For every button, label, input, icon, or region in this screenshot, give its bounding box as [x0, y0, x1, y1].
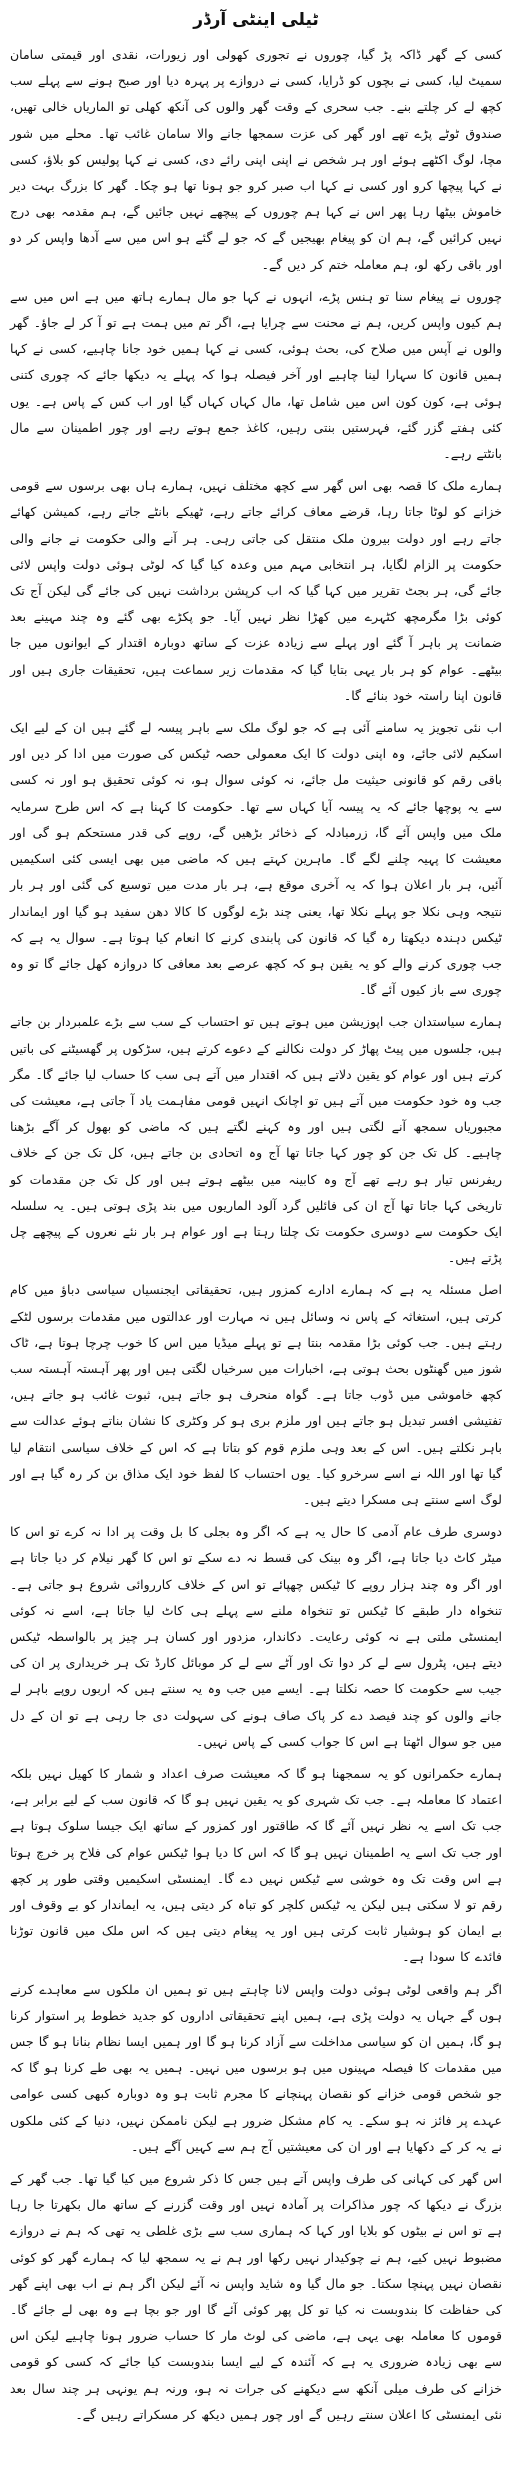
paragraph: اگر ہم واقعی لوٹی ہوئی دولت واپس لانا چاہتے ہیں تو ہمیں ان ملکوں سے معاہدے کرنے ہوں گے جہاں یہ دولت پڑی ہے، ہمیں اپنے تحقیقاتی اداروں کو جدید خطوط پر استوار کرنا ہو گا، ہمیں ان کو سیاسی مداخلت سے آزاد کرنا ہو گا اور ہمیں ایسا نظام بنانا ہو گا جس میں مقدمات کا فیصلہ مہینوں میں ہو برسوں میں نہیں۔ ہمیں یہ بھی طے کرنا ہو گا کہ جو شخص قومی خزانے کو نقصان پہنچانے کا مجرم ثابت ہو وہ دوبارہ کبھی کسی عوامی عہدے پر فائز نہ ہو سکے۔ یہ کام مشکل ضرور ہے لیکن ناممکن نہیں، دنیا کے کئی ملکوں نے یہ کر کے دکھایا ہے اور ان کی معیشتیں آج ہم سے کہیں آگے ہیں۔: [10, 1981, 502, 2154]
paragraph: چوروں نے پیغام سنا تو ہنس پڑے، انہوں نے کہا جو مال ہمارے ہاتھ میں ہے اس میں سے ہم کیوں واپس کریں، ہم نے محنت سے چرایا ہے، اگر تم میں ہمت ہے تو آ کر لے جاؤ۔ گھر والوں نے آپس میں صلاح کی، بحث ہوئی، کسی نے کہا ہمیں خود جانا چاہیے، کسی نے کہا ہمیں قانون کا سہارا لینا چاہیے اور آخر فیصلہ ہوا کہ پہلے یہ دیکھا جائے کہ چوری کتنی ہوئی ہے، کون کون اس میں شامل تھا، مال کہاں کہاں گیا اور اب کس کے پاس ہے۔ یوں کئی ہفتے گزر گئے، فہرستیں بنتی رہیں، کاغذ جمع ہوتے رہے اور چور اطمینان سے مال بانٹتے رہے۔: [10, 288, 502, 462]
paragraph: دوسری طرف عام آدمی کا حال یہ ہے کہ اگر وہ بجلی کا بل وقت پر ادا نہ کرے تو اس کا میٹر کاٹ دیا جاتا ہے، اگر وہ بینک کی قسط نہ دے سکے تو اس کا گھر نیلام کر دیا جاتا ہے اور اگر وہ چند ہزار روپے کا ٹیکس چھپائے تو اس کے خلاف کارروائی شروع ہو جاتی ہے۔ تنخواہ دار طبقے کا ٹیکس تو تنخواہ ملنے سے پہلے ہی کاٹ لیا جاتا ہے، اسے نہ کوئی ایمنسٹی ملتی ہے نہ کوئی رعایت۔ دکاندار، مزدور اور کسان ہر چیز پر بالواسطہ ٹیکس دیتے ہیں، پٹرول سے لے کر دوا تک اور آٹے سے لے کر موبائل کارڈ تک ہر خریداری پر ان کی جیب سے حکومت کا حصہ نکلتا ہے۔ ایسے میں جب وہ یہ سنتے ہیں کہ اربوں روپے باہر لے جانے والوں کو چند فیصد دے کر پاک صاف ہونے کی سہولت دی جا رہی ہے تو ان کے دل میں جو سوال اٹھتا ہے اس کا جواب کسی کے پاس نہیں۔: [10, 1524, 502, 1749]
paragraph: کسی کے گھر ڈاکہ پڑ گیا، چوروں نے تجوری کھولی اور زیورات، نقدی اور قیمتی سامان سمیٹ لیا، کسی نے بچوں کو ڈرایا، کسی نے دروازے پر پہرہ دیا اور صبح ہونے سے پہلے سب کچھ لے کر چلتے بنے۔ جب سحری کے وقت گھر والوں کی آنکھ کھلی تو الماریاں خالی تھیں، صندوق ٹوٹے پڑے تھے اور گھر کی عزت سمجھا جانے والا سامان غائب تھا۔ محلے میں شور مچا، لوگ اکٹھے ہوئے اور ہر شخص نے اپنی اپنی رائے دی، کسی نے کہا پولیس کو بلاؤ، کسی نے کہا پیچھا کرو اور کسی نے کہا اب صبر کرو جو ہونا تھا ہو چکا۔ گھر کا بزرگ بہت دیر خاموش بیٹھا رہا پھر اس نے کہا ہم چوروں کے پیچھے نہیں جائیں گے، ہم مقدمہ بھی درج نہیں کرائیں گے، ہم ان کو پیغام بھیجیں گے کہ جو لے گئے ہو اس میں سے آدھا واپس کر دو اور باقی رکھ لو، ہم معاملہ ختم کر دیں گے۔: [10, 47, 502, 272]
paragraph: اصل مسئلہ یہ ہے کہ ہمارے ادارے کمزور ہیں، تحقیقاتی ایجنسیاں سیاسی دباؤ میں کام کرتی ہیں، استغاثہ کے پاس نہ وسائل ہیں نہ مہارت اور عدالتوں میں مقدمات برسوں لٹکے رہتے ہیں۔ جب کوئی بڑا مقدمہ بنتا ہے تو پہلے میڈیا میں اس کا خوب چرچا ہوتا ہے، ٹاک شوز میں گھنٹوں بحث ہوتی ہے، اخبارات میں سرخیاں لگتی ہیں اور پھر آہستہ آہستہ سب کچھ خاموشی میں ڈوب جاتا ہے۔ گواہ منحرف ہو جاتے ہیں، ثبوت غائب ہو جاتے ہیں، تفتیشی افسر تبدیل ہو جاتے ہیں اور ملزم بری ہو کر وکٹری کا نشان بناتے ہوئے عدالت سے باہر نکلتے ہیں۔ اس کے بعد وہی ملزم قوم کو بتاتا ہے کہ اس کے خلاف سیاسی انتقام لیا گیا تھا اور اللہ نے اسے سرخرو کیا۔ یوں احتساب کا لفظ خود ایک مذاق بن کر رہ گیا ہے اور لوگ اسے سنتے ہی مسکرا دیتے ہیں۔: [10, 1282, 502, 1507]
paragraph: اس گھر کی کہانی کی طرف واپس آتے ہیں جس کا ذکر شروع میں کیا گیا تھا۔ جب گھر کے بزرگ نے دیکھا کہ چور مذاکرات پر آمادہ نہیں اور وقت گزرنے کے ساتھ مال بکھرتا جا رہا ہے تو اس نے بیٹوں کو بلایا اور کہا کہ ہماری سب سے بڑی غلطی یہ تھی کہ ہم نے دروازے مضبوط نہیں کیے، ہم نے چوکیدار نہیں رکھا اور ہم نے یہ سمجھ لیا کہ ہمارے گھر کو کوئی نقصان نہیں پہنچا سکتا۔ جو مال گیا وہ شاید واپس نہ آئے لیکن اگر ہم نے اب بھی اپنے گھر کی حفاظت کا بندوبست نہ کیا تو کل پھر کوئی آئے گا اور جو بچا ہے وہ بھی لے جائے گا۔ قوموں کا معاملہ بھی یہی ہے، ماضی کی لوٹ مار کا حساب ضرور ہونا چاہیے لیکن اس سے بھی زیادہ ضروری یہ ہے کہ آئندہ کے لیے ایسا بندوبست کیا جائے کہ کسی کو قومی خزانے کی طرف میلی آنکھ سے دیکھنے کی جرات نہ ہو، ورنہ ہم یونہی ہر چند سال بعد نئی ایمنسٹی کا اعلان سنتے رہیں گے اور چور ہمیں دیکھ کر مسکراتے رہیں گے۔: [10, 2171, 502, 2422]
paragraph: ہمارے حکمرانوں کو یہ سمجھنا ہو گا کہ معیشت صرف اعداد و شمار کا کھیل نہیں بلکہ اعتماد کا معاملہ ہے۔ جب تک شہری کو یہ یقین نہیں ہو گا کہ قانون سب کے لیے برابر ہے، جب تک اسے یہ نظر نہیں آئے گا کہ طاقتور اور کمزور کے ساتھ ایک جیسا سلوک ہوتا ہے اور جب تک اسے یہ اطمینان نہیں ہو گا کہ اس کا دیا ہوا ٹیکس عوام کی فلاح پر خرچ ہوتا ہے اس وقت تک وہ خوشی سے ٹیکس نہیں دے گا۔ ایمنسٹی اسکیمیں وقتی طور پر کچھ رقم تو لا سکتی ہیں لیکن یہ ٹیکس کلچر کو تباہ کر دیتی ہیں، یہ ایماندار کو بے وقوف اور بے ایمان کو ہوشیار ثابت کرتی ہیں اور یہ پیغام دیتی ہیں کہ اس ملک میں قانون توڑنا فائدے کا سودا ہے۔: [10, 1766, 502, 1965]
column-body: [10, 42, 502, 2428]
paragraph: اب نئی تجویز یہ سامنے آئی ہے کہ جو لوگ ملک سے باہر پیسہ لے گئے ہیں ان کے لیے ایک اسکیم لائی جائے، وہ اپنی دولت کا ایک معمولی حصہ ٹیکس کی صورت میں ادا کر دیں اور باقی رقم کو قانونی حیثیت مل جائے، نہ کوئی سوال ہو، نہ کوئی تحقیق ہو اور نہ کسی سے یہ پوچھا جائے کہ یہ پیسہ آیا کہاں سے تھا۔ حکومت کا کہنا ہے کہ اس طرح سرمایہ ملک میں واپس آئے گا، زرمبادلہ کے ذخائر بڑھیں گے، روپے کی قدر مستحکم ہو گی اور معیشت کا پہیہ چلنے لگے گا۔ ماہرین کہتے ہیں کہ ماضی میں بھی ایسی کئی اسکیمیں آئیں، ہر بار اعلان ہوا کہ یہ آخری موقع ہے، ہر بار مدت میں توسیع کی گئی اور ہر بار نتیجہ وہی نکلا جو پہلے نکلا تھا، یعنی چند بڑے لوگوں کا کالا دھن سفید ہو گیا اور ایماندار ٹیکس دہندہ دیکھتا رہ گیا کہ قانون کی پابندی کرنے کا انعام کیا ہوتا ہے۔ سوال یہ ہے کہ جب چوری کرنے والے کو یہ یقین ہو کہ کچھ عرصے بعد معافی کا دروازہ کھل جائے گا تو وہ چوری سے باز کیوں آئے گا۔: [10, 720, 502, 998]
paragraph: ہمارے ملک کا قصہ بھی اس گھر سے کچھ مختلف نہیں، ہمارے ہاں بھی برسوں سے قومی خزانے کو لوٹا جاتا رہا، قرضے معاف کرائے جاتے رہے، ٹھیکے بانٹے جاتے رہے، کمیشن کھائے جاتے رہے اور دولت بیرون ملک منتقل کی جاتی رہی۔ ہر آنے والی حکومت نے جانے والی حکومت پر الزام لگایا، ہر انتخابی مہم میں وعدہ کیا گیا کہ لوٹی ہوئی دولت واپس لائی جائے گی، ہر بجٹ تقریر میں کہا گیا کہ اب کرپشن برداشت نہیں کی جائے گی لیکن آج تک کوئی بڑا مگرمچھ کٹہرے میں کھڑا نظر نہیں آیا۔ جو پکڑے بھی گئے وہ چند مہینے بعد ضمانت پر باہر آ گئے اور پہلے سے زیادہ عزت کے ساتھ دوبارہ اقتدار کے ایوانوں میں جا بیٹھے۔ عوام کو ہر بار یہی بتایا گیا کہ مقدمات زیر سماعت ہیں، تحقیقات جاری ہیں اور قانون اپنا راستہ خود بنائے گا۔: [10, 478, 502, 703]
paragraph: ہمارے سیاستدان جب اپوزیشن میں ہوتے ہیں تو احتساب کے سب سے بڑے علمبردار بن جاتے ہیں، جلسوں میں پیٹ پھاڑ کر دولت نکالنے کے دعوے کرتے ہیں، سڑکوں پر گھسیٹنے کی باتیں کرتے ہیں اور عوام کو یقین دلاتے ہیں کہ اقتدار میں آتے ہی سب کا حساب لیا جائے گا۔ مگر جب وہ خود حکومت میں آتے ہیں تو اچانک انہیں قومی مفاہمت یاد آ جاتی ہے، معیشت کی مجبوریاں سمجھ آنے لگتی ہیں اور وہ کہنے لگتے ہیں کہ ماضی کو بھول کر آگے بڑھنا چاہیے۔ کل تک جن کو چور کہا جاتا تھا آج وہ اتحادی بن جاتے ہیں، کل تک جن کے خلاف ریفرنس تیار ہو رہے تھے آج وہ کابینہ میں بیٹھے ہوتے ہیں اور کل تک جن مقدمات کو تاریخی کہا جاتا تھا آج ان کی فائلیں گرد آلود الماریوں میں بند پڑی ہوتی ہیں۔ یہ سلسلہ ایک حکومت سے دوسری حکومت تک چلتا رہتا ہے اور عوام ہر بار نئے نعروں کے پیچھے چل پڑتے ہیں۔: [10, 1014, 502, 1266]
column-title: ٹیلی اینٹی آرڈر: [193, 10, 319, 30]
